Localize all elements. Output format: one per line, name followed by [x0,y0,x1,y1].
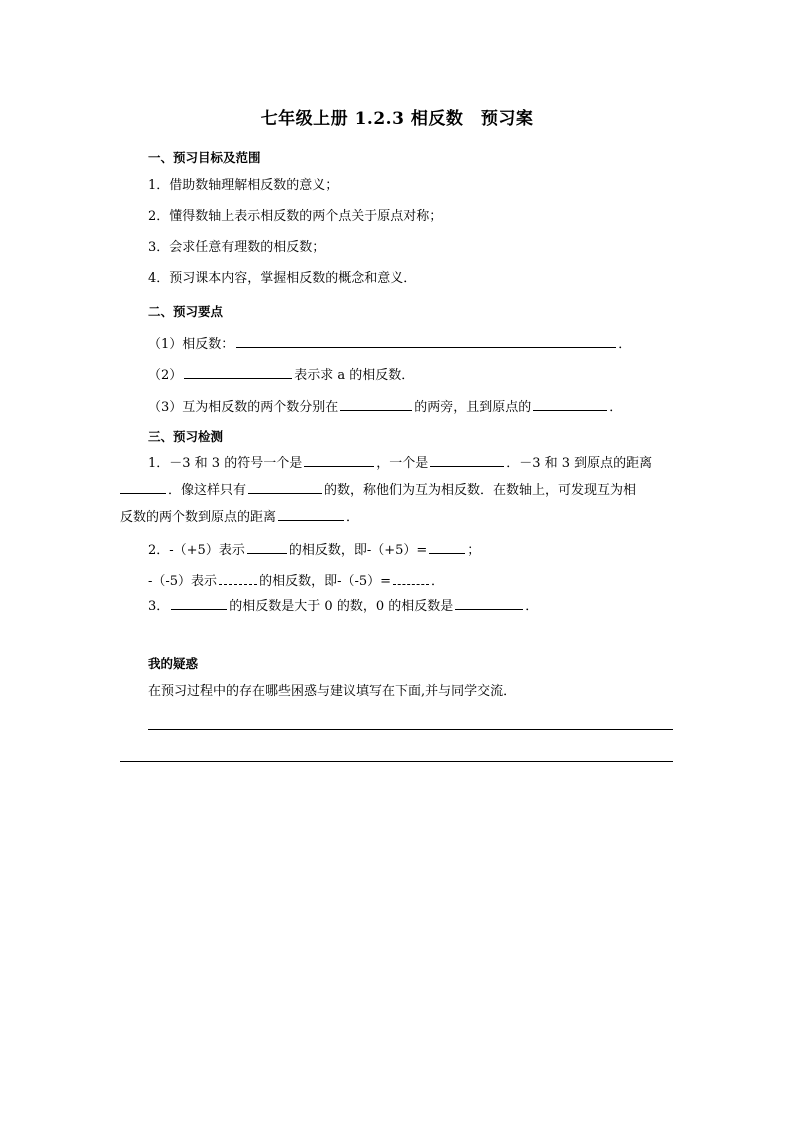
keypoint-1-end: ． [618,337,632,352]
question-2-text-f: ． [431,574,445,589]
goal-item-1: 1．借助数轴理解相反数的意义； [148,178,339,193]
goal-item-4: 4．预习课本内容，掌握相反数的概念和意义． [148,271,417,286]
keypoint-3 [148,396,622,417]
blank-field[interactable] [430,452,504,467]
page-title: 七年级上册 1.2.3 相反数 预习案 [260,109,534,129]
section-heading-check: 三、预习检测 [148,429,224,444]
blank-field[interactable] [278,506,344,521]
section-heading-goals: 一、预习目标及范围 [148,150,261,165]
blank-field[interactable] [120,479,166,494]
answer-line-1[interactable] [148,729,673,730]
question-3-text-a: 3． [148,599,170,614]
question-1-text-f: 反数的两个数到原点的距离 [120,510,277,525]
section-heading-keypoints: 二、预习要点 [148,304,224,319]
blank-field[interactable] [455,595,523,610]
question-2-text-b: 的相反数，即-（+5）= [288,543,428,558]
goal-item-3: 3．会求任意有理数的相反数； [148,240,326,255]
keypoint-3-end: ． [609,400,623,415]
question-2-text-a: 2．-（+5）表示 [148,543,245,558]
section-heading-questions: 我的疑惑 [148,656,199,671]
question-3 [148,595,538,616]
answer-line-2[interactable] [120,761,673,762]
question-1-text-c: ．－3 和 3 到原点的距离 [506,456,653,471]
question-2-text-e: 的相反数，即-（-5）= [259,574,392,589]
blank-field[interactable] [248,479,322,494]
blank-field[interactable] [184,364,292,379]
question-1-text-a: 1．－3 和 3 的符号一个是 [148,456,303,471]
question-1-text-d: ．像这样只有 [168,483,247,498]
blank-field[interactable] [340,396,412,411]
blank-field[interactable] [236,333,616,348]
question-2-text-d: -（-5）表示 [148,574,218,589]
question-1-line-3 [120,506,359,527]
question-1-text-e: 的数，称他们为互为相反数．在数轴上，可发现互为相 [324,483,637,498]
blank-field[interactable] [393,570,429,585]
keypoint-2-label: （2） [148,368,183,383]
questions-instruction: 在预习过程中的存在哪些困惑与建议填写在下面,并与同学交流． [148,684,517,699]
keypoint-3-text-a: （3）互为相反数的两个数分别在 [148,400,339,415]
keypoint-3-text-b: 的两旁，且到原点的 [414,400,532,415]
blank-field[interactable] [171,595,227,610]
question-1-line-1 [148,452,652,473]
question-2-text-c: ； [467,543,481,558]
keypoint-2-text: 表示求 a 的相反数． [294,368,415,383]
question-1-line-2 [120,479,636,500]
blank-field[interactable] [247,539,287,554]
keypoint-2 [148,364,414,385]
question-2-line-1 [148,539,480,560]
blank-field[interactable] [429,539,465,554]
question-1-text-b: ，一个是 [376,456,429,471]
question-3-text-c: ． [525,599,539,614]
keypoint-1 [148,333,631,354]
question-3-text-b: 的相反数是大于 0 的数，0 的相反数是 [229,599,454,614]
goal-item-2: 2．懂得数轴上表示相反数的两个点关于原点对称； [148,209,443,224]
blank-field[interactable] [304,452,374,467]
blank-field[interactable] [533,396,607,411]
blank-field[interactable] [219,570,257,585]
keypoint-1-label: （1）相反数： [148,337,235,352]
question-2-line-2 [148,570,444,591]
question-1-text-g: ． [346,510,360,525]
